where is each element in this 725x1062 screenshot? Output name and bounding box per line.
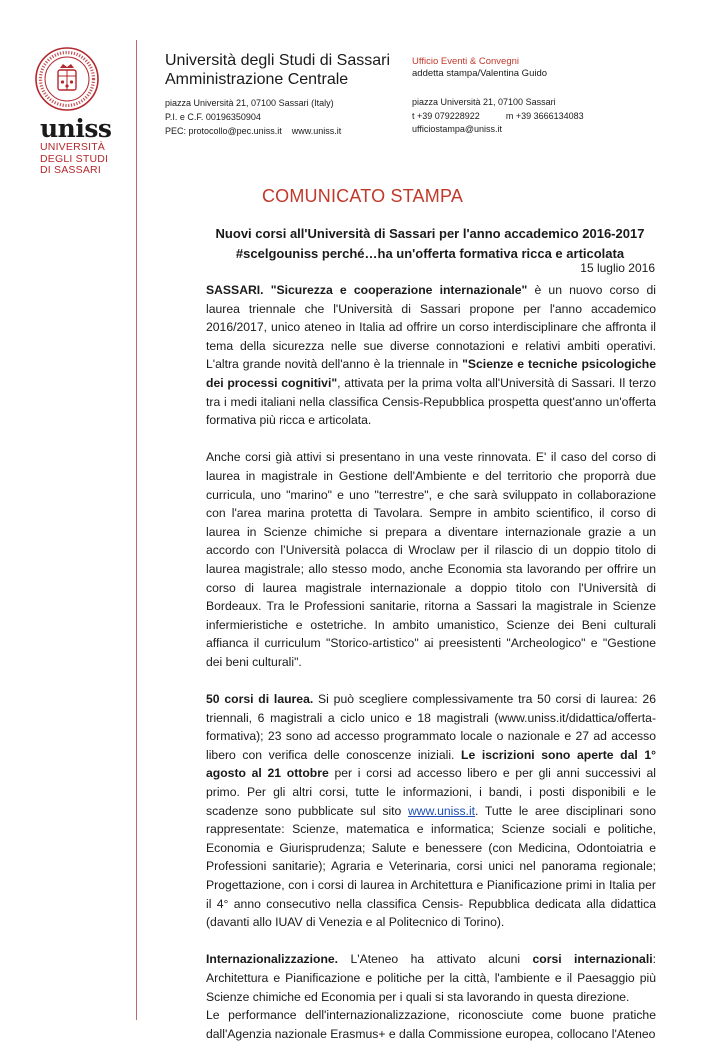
institution-name: Università degli Studi di Sassari: [165, 52, 390, 69]
document-date: 15 luglio 2016: [580, 261, 655, 275]
paragraph-internationalization: [206, 950, 656, 1006]
institution-department: Amministrazione Centrale: [165, 71, 349, 88]
headline: [205, 224, 655, 264]
office-email: ufficiostampa@uniss.it: [412, 124, 503, 134]
logo-sub-line: UNIVERSITÀ: [40, 141, 106, 153]
institution-pec-line: [165, 124, 341, 138]
bold-text: SASSARI. "Sicurezza e cooperazione internazionale": [206, 283, 528, 297]
paragraph-renewed-courses: Anche corsi già attivi si presentano in una veste rinnovata. E' il caso del corso di laurea in magistrale in Gestione dell'Ambiente e del territorio che proporrà due curricula, uno "marino" e uno "terrestre", e che sarà sviluppato in collaborazione con l'area marina protetta di Tavolara. Sempre in ambito scientifico, il corso di laurea in Scienze chimiche si prepara a diventare internazionale grazie a un accordo con l’Università polacca di Wroclaw per il rilascio di un doppio titolo di laurea magistrale; allo stesso modo, anche Economia sta lavorando per offrire un corso di laurea magistrale internazionale a doppio titolo con l'Università di Bordeaux. Tra le Professioni sanitarie, ritorna a Sassari la magistrale in Scienze infermieristiche e ostetriche. In ambito umanistico, Scienze dei Beni culturali affianca il curriculum "Storico-artistico" ai preesistenti "Archeologico" e "Gestione dei beni culturali".: [206, 450, 656, 669]
bold-text: 50 corsi di laurea.: [206, 692, 314, 707]
office-mobile: m +39 3666134083: [505, 110, 584, 121]
text: , attivata per la prima volta all'Università di Sassari. Il terzo tra i medi italiani nella classifica Censis-Repubblica prospetta quest'anno un'offerta formativa più ricca e articolata.: [206, 375, 656, 428]
office-phones: [412, 110, 584, 124]
logo-sub-line: DEGLI STUDI: [40, 152, 109, 165]
uniss-logo-wordmark: uniss: [40, 114, 112, 143]
institution-contacts: [165, 96, 341, 138]
article-body: [206, 281, 656, 1062]
office-subtitle: addetta stampa/Valentina Guido: [412, 68, 548, 79]
headline-line-2: #scelgouniss perché…ha un'offerta formativa ricca e articolata: [235, 246, 625, 261]
institution-address: piazza Università 21, 07100 Sassari (Italy): [165, 98, 334, 108]
bold-text: "Scienze e tecniche psicologiche dei processi cognitivi": [206, 357, 656, 390]
university-seal-icon: [34, 46, 100, 112]
bold-text: corsi internazionali: [532, 952, 653, 967]
paragraph-performance: Le performance dell'internazionalizzazione, riconosciute come buone pratiche dall'Agenzia nazionale Erasmus+ e dalla Commissione europea, collocano l'Ateneo: [206, 1008, 656, 1041]
headline-line-1: Nuovi corsi all'Università di Sassari per l'anno accademico 2016-2017: [215, 226, 645, 241]
uniss-logo-subtitle: [40, 141, 109, 177]
office-title: Ufficio Eventi & Convegni: [412, 56, 520, 67]
bold-text: Le iscrizioni sono aperte dal 1° agosto al 21 ottobre: [206, 747, 656, 781]
office-contacts: [412, 96, 584, 137]
text: Si può scegliere complessivamente tra 50 corsi di laurea: 26 triennali, 6 magistrali a ciclo unico e 18 magistrali (www.uniss.it/didattica/offerta-formativa); 23 sono ad accesso programmato locale o nazionale e 27 ad accesso libero con verifica delle conoscenze iniziali.: [206, 692, 656, 762]
text: L'Ateneo ha attivato alcuni: [338, 952, 533, 967]
institution-title: [165, 51, 390, 89]
document-label: COMUNICATO STAMPA: [261, 186, 464, 206]
bold-text: Internazionalizzazione.: [206, 952, 339, 967]
institution-pec: PEC: protocollo@pec.uniss.it: [165, 126, 282, 136]
text: : Architettura e Pianificazione e politiche per la città, l'ambiente e il Paesaggio più Scienze chimiche ed Economia per i quali si sta lavorando in questa direzione.: [206, 952, 656, 1004]
paragraph-50-courses: [206, 690, 656, 932]
text: . Tutte le aree disciplinari sono rappresentate: Scienze, matematica e informatica; Scienze sociali e politiche, Economia e Giurisprudenza; Salute e benessere (con Medicina, Odontoiatria e Professioni sanitarie); Agraria e Veterinaria, corsi unici nel panorama regionale; Progettazione, con i corsi di laurea in Architettura e Pianificazione primi in Italia per il 4° anno consecutivo nella classifica Censis- Repubblica dedicata alla didattica (davanti allo IUAV di Venezia e al Politecnico di Torino).: [206, 803, 657, 930]
office-address: piazza Università 21, 07100 Sassari: [412, 97, 556, 107]
text: per i corsi ad accesso libero e per gli anni successivi al primo. Per gli altri corsi, tutte le informazioni, i bandi, i posti disponibili e le scadenze sono pubblicate sul sito: [206, 766, 656, 818]
uniss-website-link[interactable]: www.uniss.it: [407, 803, 476, 818]
office-phone: t +39 079228922: [412, 110, 480, 121]
institution-vat: P.I. e C.F. 00196350904: [165, 112, 261, 122]
institution-website: www.uniss.it: [291, 126, 342, 136]
logo-sub-line: DI SASSARI: [40, 164, 101, 176]
text: è un nuovo corso di laurea triennale che l'Università di Sassari propone per l'anno accademico 2016/2017, unico ateneo in Italia ad offrire un corso interdisciplinare che affronta il tema della sicurezza nelle sue diverse connotazioni e relativi ambiti operativi. L'altra grande novità dell'anno è la triennale in: [206, 283, 656, 372]
paragraph-new-courses: [206, 281, 656, 430]
